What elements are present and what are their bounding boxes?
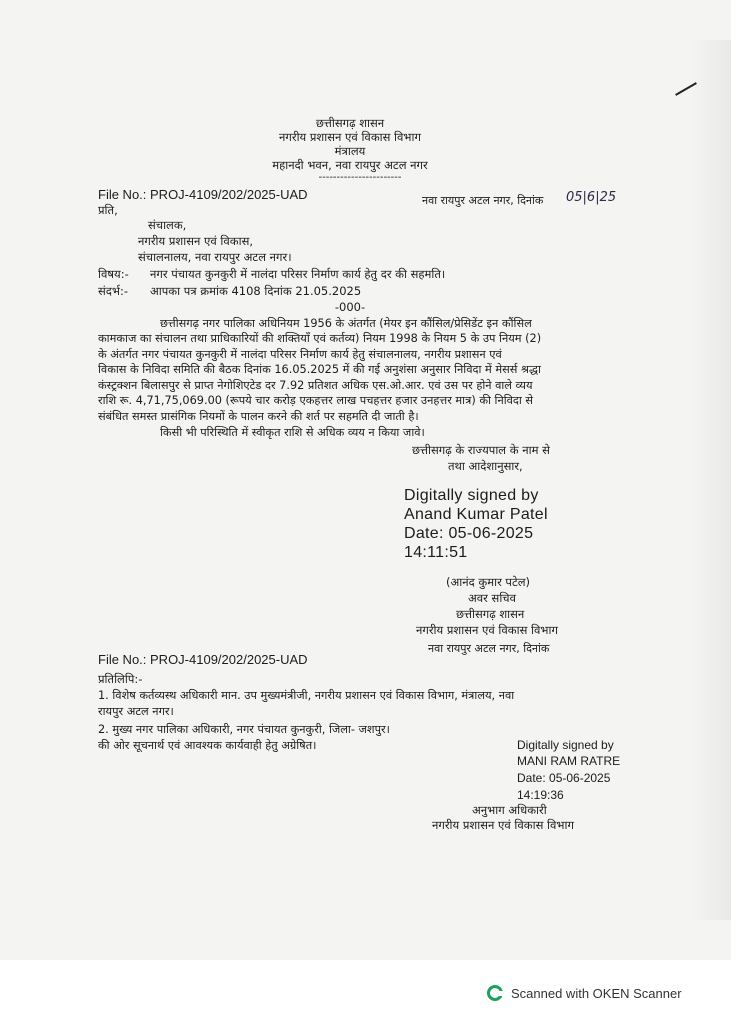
signature-1-date: Date: 05-06-2025 [404, 525, 534, 542]
signature-1-name: Anand Kumar Patel [404, 506, 548, 523]
header-divider: ----------------------- [318, 172, 402, 183]
body-line-5: कंस्ट्रक्शन बिलासपुर से प्राप्त नेगोशिएटेड दर 7.92 प्रतिशत अधिक एस.ओ.आर. एवं उस पर होने वाले व्यय [98, 379, 533, 392]
signatory-1-name: (आनंद कुमार पटेल) [446, 575, 531, 589]
header-address: महानदी भवन, नवा रायपुर अटल नगर [272, 158, 428, 172]
signatory-2-department: नगरीय प्रशासन एवं विकास विभाग [432, 818, 574, 832]
signatory-1-govt: छत्तीसगढ़ शासन [456, 607, 525, 621]
separator: -000- [334, 300, 366, 314]
file-number-2: File No.: PROJ-4109/202/2025-UAD [98, 652, 308, 667]
signature-2-name: MANI RAM RATRE [517, 754, 621, 768]
governor-line-1: छत्तीसगढ़ के राज्यपाल के नाम से [412, 443, 550, 457]
copy-line-3: की ओर सूचनार्थ एवं आवश्यक कार्यवाही हेतु अग्रेषित। [98, 739, 317, 752]
body-line-2: कामकाज का संचालन तथा प्राधिकारियों की शक्तियाँ एवं कर्तव्य) नियम 1998 के नियम 5 के उप नियम (2) [98, 332, 542, 345]
body-last-line: किसी भी परिस्थिति में स्वीकृत राशि से अधिक व्यय न किया जावे। [160, 426, 425, 439]
place-date-2: नवा रायपुर अटल नगर, दिनांक [428, 642, 550, 655]
header-department: नगरीय प्रशासन एवं विकास विभाग [279, 130, 421, 144]
copy-line-1: 1. विशेष कर्तव्यस्थ अधिकारी मान. उप मुख्यमंत्रीजी, नगरीय प्रशासन एवं विकास विभाग, मंत्रालय, नवा [98, 689, 515, 702]
file-number: File No.: PROJ-4109/202/2025-UAD [98, 187, 308, 202]
body-line-4: विकास के निविदा समिति की बैठक दिनांक 16.05.2025 में की गई अनुशंसा अनुसार निविदा में मेसर्स श्रद्धा [98, 363, 541, 376]
copy-line-1-cont: रायपुर अटल नगर। [98, 705, 174, 718]
subject-text: नगर पंचायत कुनकुरी में नालंदा परिसर निर्माण कार्य हेतु दर की सहमति। [150, 267, 446, 281]
body-line-6: राशि रू. 4,71,75,069.00 (रूपये चार करोड़ एकहत्तर लाख पचहत्तर हजार उनहत्तर मात्र) की निविदा से [98, 394, 534, 407]
body-line-7: संबंधित समस्त प्रासंगिक नियमों के पालन करने की शर्त पर सहमति दी जाती है। [98, 410, 419, 423]
copy-label: प्रतिलिपि:- [98, 672, 143, 686]
body-line-3: के अंतर्गत नगर पंचायत कुनकुरी में नालंदा परिसर निर्माण कार्य हेतु संचालनालय, नगरीय प्रशासन एवं [98, 348, 502, 361]
copy-line-2: 2. मुख्य नगर पालिका अधिकारी, नगर पंचायत कुनकुरी, जिला- जशपुर। [98, 723, 390, 736]
signatory-1-designation: अवर सचिव [468, 591, 516, 605]
signatory-2-designation: अनुभाग अधिकारी [472, 803, 547, 817]
signature-1-line-1: Digitally signed by [404, 487, 539, 504]
scanner-watermark [487, 985, 682, 1001]
governor-line-2: तथा आदेशानुसार, [448, 459, 523, 473]
handwritten-date: 05|6|25 [566, 190, 617, 205]
signatory-1-department: नगरीय प्रशासन एवं विकास विभाग [416, 623, 558, 637]
reference-text: आपका पत्र क्रमांक 4108 दिनांक 21.05.2025 [150, 284, 362, 298]
addressee-line-1: संचालक, [148, 218, 187, 232]
page-shadow [691, 40, 731, 920]
signature-2-date: Date: 05-06-2025 [517, 771, 611, 785]
header-govt: छत्तीसगढ़ शासन [315, 116, 385, 130]
header-ministry: मंत्रालय [334, 144, 366, 158]
scanner-text: Scanned with OKEN Scanner [511, 985, 682, 1001]
body-line-1: छत्तीसगढ़ नगर पालिका अधिनियम 1956 के अंतर्गत (मेयर इन कौंसिल/प्रेसिडेंट इन कौंसिल [160, 317, 532, 330]
prati-label: प्रति, [98, 203, 118, 217]
oken-scanner-logo-icon [487, 985, 503, 1001]
reference-label: संदर्भ:- [98, 284, 128, 298]
subject-label: विषय:- [98, 267, 129, 281]
addressee-line-2: नगरीय प्रशासन एवं विकास, [138, 234, 254, 248]
place-date: नवा रायपुर अटल नगर, दिनांक [422, 194, 544, 207]
signature-1-time: 14:11:51 [404, 544, 468, 561]
signature-2-line-1: Digitally signed by [517, 738, 614, 752]
signature-2-time: 14:19:36 [517, 788, 564, 802]
addressee-line-3: संचालनालय, नवा रायपुर अटल नगर। [138, 250, 292, 264]
